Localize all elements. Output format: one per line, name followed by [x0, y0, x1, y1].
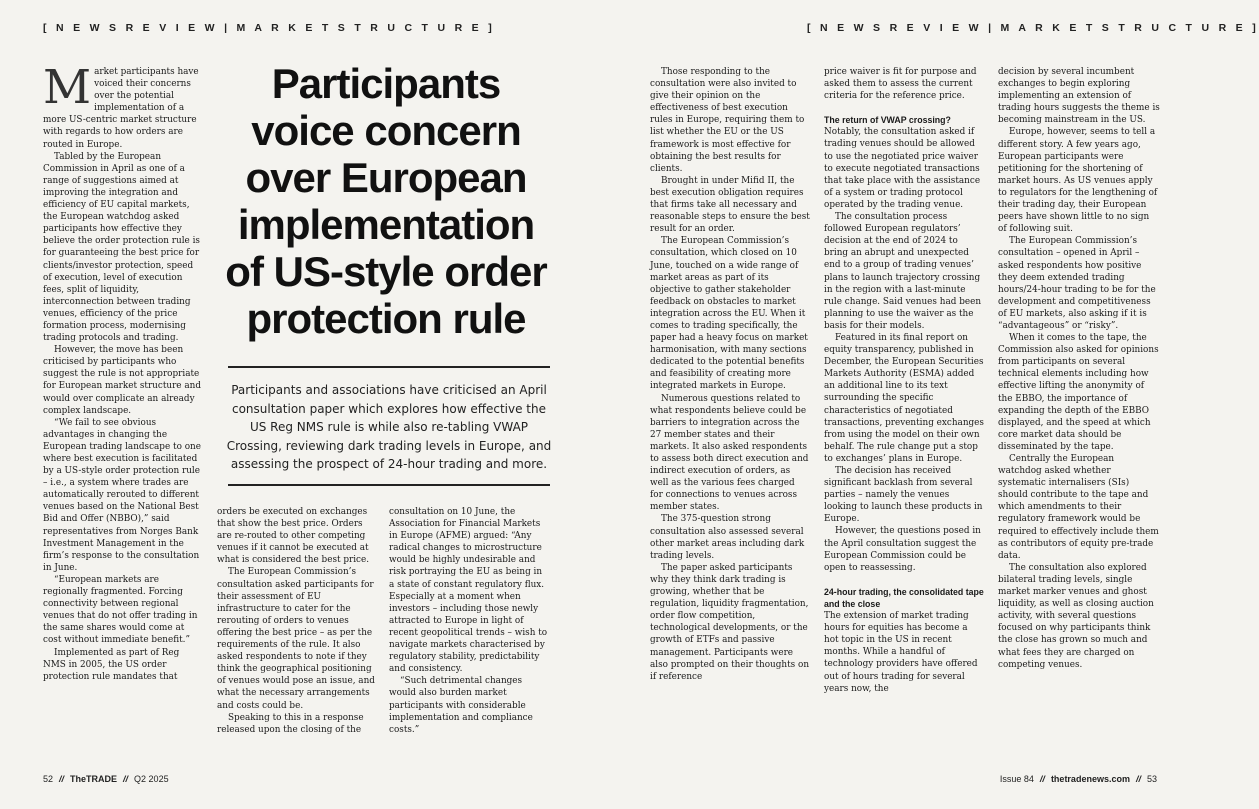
- publication-website: thetradenews.com: [1050, 774, 1130, 784]
- paragraph: When it comes to the tape, the Commission also asked for opinions from participants on several technical elements including how effective lifting the anonymity of the EBBO, the importance of expanding the depth of the EBBO displayed, and the speed at which core market data should be disseminated by the tape.: [998, 333, 1159, 452]
- paragraph: The consultation process followed European regulators’ decision at the end of 2024 to bring an abrupt and unexpected end to a group of trading venues’ plans to launch trajectory crossing in the region with a last-minute rule change. Said venues had been planning to use the waiver as the basis for their models.: [824, 212, 982, 331]
- section-label-left: [ N E W S R E V I E W | M A R K E T S T R U C T U R E ]: [43, 22, 495, 34]
- article-column-5: [824, 66, 984, 695]
- footer-separator: //: [1135, 774, 1141, 784]
- standfirst-bottom-rule: [228, 484, 550, 486]
- standfirst: Participants and associations have criticised an April consultation paper which explores how effective the US Reg NMS rule is while also re-tabling VWAP Crossing, reviewing dark trading levels in Europe, and assessing the prospect of 24-hour trading and more.: [226, 383, 552, 471]
- footer-left: [43, 774, 169, 784]
- publication-brand: TheTRADE: [70, 774, 118, 784]
- issue-number: Issue 84: [999, 774, 1034, 784]
- article-column-3: [389, 506, 549, 736]
- paragraph: Tabled by the European Commission in April as one of a range of suggestions aimed at improving the integration and efficiency of EU capital markets, the European watchdog asked participants how effective they believe the order protection rule is for guaranteeing the best price for clients/investor protection, speed of execution, level of execution fees, split of liquidity, interconnection between trading venues, efficiency of the price formation process, modernising trading protocols and trading.: [43, 151, 200, 344]
- paragraph: The 375-question strong consultation also assessed several other market areas including dark trading levels.: [650, 514, 805, 561]
- paragraph: However, the questions posed in the April consultation suggest the European Commission could be open to reassessing.: [824, 526, 981, 573]
- footer-separator: //: [59, 774, 65, 784]
- paragraph: Europe, however, seems to tell a different story. A few years ago, European participants were petitioning for the shortening of market hours. As US venues apply to regulators for the lengthening of their trading day, their European peers have shown little to no sign of following suit.: [998, 127, 1158, 235]
- standfirst-top-rule: [228, 366, 550, 368]
- paragraph: price waiver is fit for purpose and asked them to assess the current criteria for the reference price.: [824, 67, 977, 102]
- page-number: 53: [1146, 774, 1157, 784]
- section-label-right: [ N E W S R E V I E W | M A R K E T S T R U C T U R E ]: [807, 22, 1259, 34]
- paragraph: Those responding to the consultation were also invited to give their opinion on the effectiveness of best execution rules in Europe, requiring them to list whether the EU or the US framework is most effective for obtaining the best results for clients.: [650, 67, 805, 174]
- paragraph: Numerous questions related to what respondents believe could be barriers to integration across the 27 member states and their markets. It also asked respondents to assess both direct execution and indirect execution of orders, as well as the various fees charged for connections to venues across member states.: [650, 393, 809, 513]
- paragraph: The European Commission’s consultation, which closed on 10 June, touched on a wide range of market areas as part of its objective to gather stakeholder feedback on obstacles to market integration across the EU. When it comes to trading specifically, the paper had a heavy focus on market harmonisation, with many sections dedicated to the potential benefits and feasibility of creating more integrated markets in Europe.: [650, 236, 808, 392]
- paragraph: “European markets are regionally fragmented. Forcing connectivity between regional venues that do not offer trading in the same shares would come at cost without immediate benefit.”: [43, 574, 198, 646]
- footer-separator: //: [123, 774, 129, 784]
- paragraph: The paper asked participants why they think dark trading is growing, whether that be regulation, liquidity fragmentation, order flow competition, technological developments, or the growth of ETFs and passive management. Participants were also prompted on their thoughts on if reference: [650, 562, 810, 682]
- article-column-4: [650, 66, 810, 683]
- paragraph: Notably, the consultation asked if trading venues should be allowed to use the negotiated price waiver to execute negotiated transactions that take place with the assistance of a system or trading protocol operated by the trading venue.: [824, 127, 981, 210]
- paragraph: Centrally the European watchdog asked whether systematic internalisers (SIs) should contribute to the tape and which amendments to their regulatory framework would be required to effectively include them as contributors of equity pre-trade data.: [998, 454, 1159, 561]
- paragraph: The decision has received significant backlash from several parties – namely the venues looking to launch these products in Europe.: [824, 466, 983, 525]
- paragraph: The European Commission’s consultation – opened in April – asked respondents how positive they deem extended trading hours/24-hour trading to be for the development and competitiveness of EU markets, also asking if it is “advantageous” or “risky”.: [998, 236, 1156, 331]
- article-column-6: [998, 66, 1160, 671]
- paragraph: “We fail to see obvious advantages in changing the European trading landscape to one where best execution is facilitated by a US-style order protection rule – i.e., a system where trades are automatically rerouted to different venues based on the National Best Bid and Offer (NBBO),” said representatives from Norges Bank Investment Management in the firm’s response to the consultation in June.: [43, 417, 201, 573]
- drop-cap: M: [43, 60, 92, 115]
- paragraph: orders be executed on exchanges that show the best price. Orders are re-routed to other competing venues if it cannot be executed at what is considered the best price.: [217, 507, 370, 566]
- paragraph: consultation on 10 June, the Association for Financial Markets in Europe (AFME) argued: “Any radical changes to microstructure would be highly undesirable and risk portraying the EU as being in a state of constant regulatory flux. Especially at a moment when investors – including those newly attracted to Europe in light of recent geopolitical trends – wish to navigate markets characterised by regulatory stability, predictability and consistency.: [389, 507, 548, 675]
- paragraph: Brought in under Mifid II, the best execution obligation requires that firms take all necessary and reasonable steps to ensure the best result for an order.: [650, 175, 810, 235]
- paragraph: The consultation also explored bilateral trading levels, single market marker venues and ghost liquidity, as well as closing auction activity, with several questions focused on why participants think the close has grown so much and what fees they are charged on competing venues.: [998, 562, 1154, 670]
- paragraph: “Such detrimental changes would also burden market participants with considerable implementation and compliance costs.”: [389, 676, 533, 735]
- article-headline: Participants voice concern over European implementation of US-style order protection rule: [225, 60, 547, 342]
- footer-right: [1000, 774, 1157, 784]
- article-column-1: [43, 60, 201, 683]
- paragraph: Implemented as part of Reg NMS in 2005, the US order protection rule mandates that: [43, 647, 180, 682]
- subheading-24-hour-trading: 24-hour trading, the consolidated tape and the close: [824, 586, 984, 609]
- paragraph: decision by several incumbent exchanges to begin exploring implementing an extension of trading hours suggests the theme is becoming mainstream in the US.: [998, 67, 1160, 126]
- paragraph: However, the move has been criticised by participants who suggest the rule is not appropriate for European market structure and would over complicate an already complex landscape.: [43, 345, 201, 416]
- lead-paragraph: Market participants have voiced their concerns over the potential implementation of a more US-centric market structure with regards to how orders are routed in Europe.: [43, 60, 199, 150]
- paragraph: Featured in its final report on equity transparency, published in December, the European Securities Markets Authority (ESMA) added an additional line to its text surrounding the specific characteristics of negotiated transactions, preventing exchanges from using the model on their own behalf. The rule change put a stop to exchanges’ plans in Europe.: [824, 332, 984, 464]
- subheading-vwap: The return of VWAP crossing?: [824, 115, 951, 126]
- footer-separator: //: [1039, 774, 1045, 784]
- article-column-2: [217, 506, 375, 736]
- paragraph: The extension of market trading hours for equities has become a hot topic in the US in recent months. While a handful of technology providers have offered out of hours trading for several years now, the: [824, 611, 978, 694]
- paragraph: The European Commission’s consultation asked participants for their assessment of EU infrastructure to cater for the rerouting of orders to venues offering the best price – as per the requirements of the rule. It also asked respondents to note if they think the geographical positioning of venues would pose an issue, and what the necessary arrangements and costs could be.: [217, 567, 375, 711]
- issue-date: Q2 2025: [134, 774, 169, 784]
- page-number: 52: [43, 774, 54, 784]
- paragraph: Speaking to this in a response released upon the closing of the: [217, 712, 364, 735]
